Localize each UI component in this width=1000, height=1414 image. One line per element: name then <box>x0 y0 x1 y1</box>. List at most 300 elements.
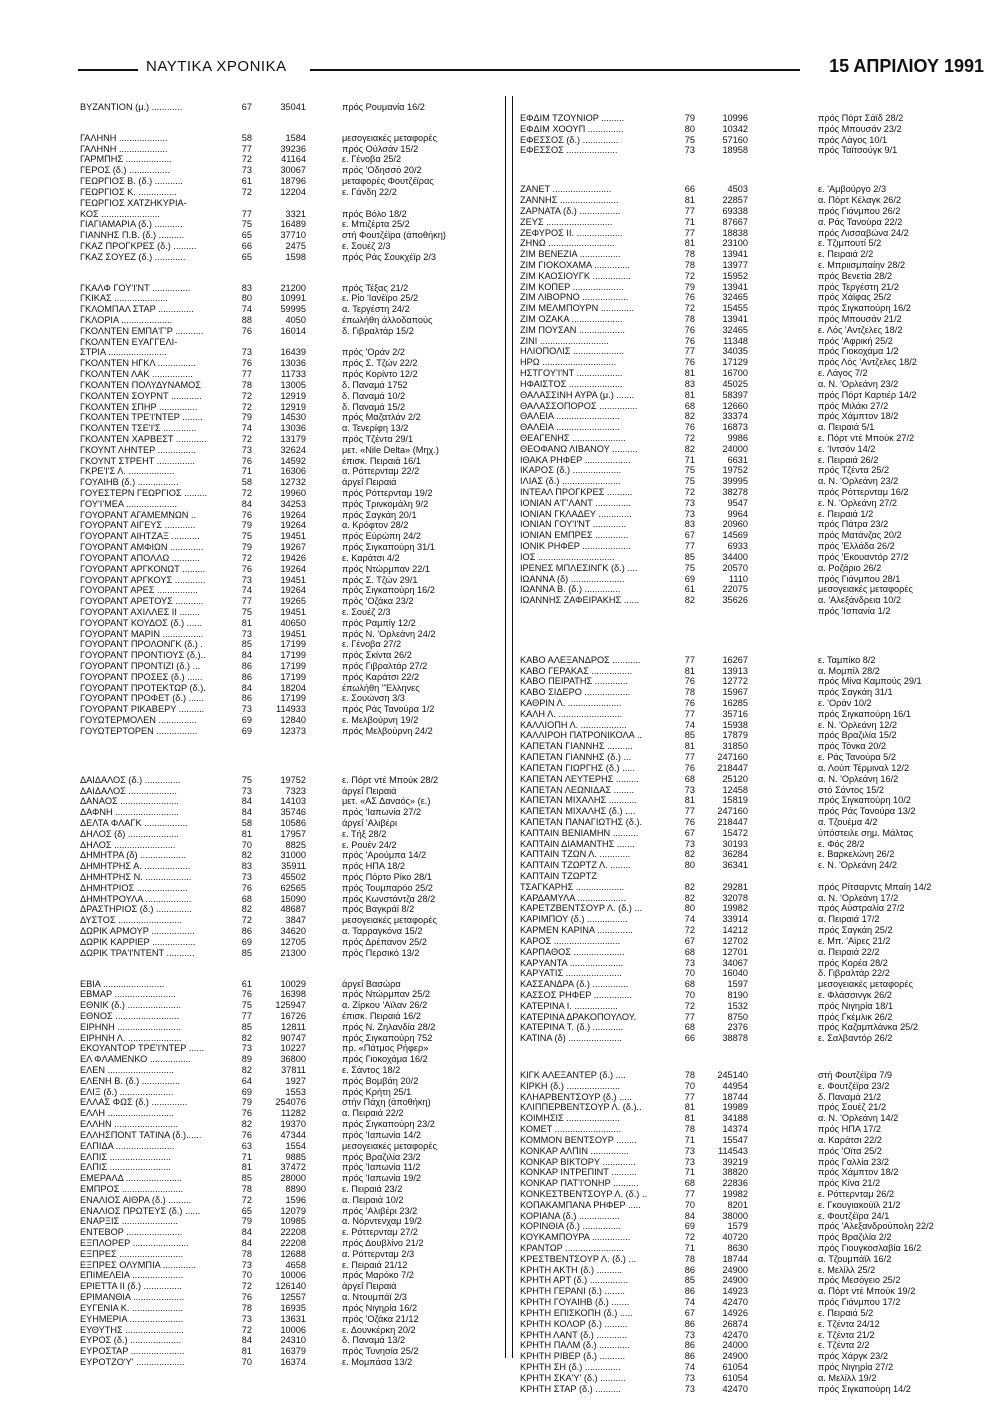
tonnage: 12373 <box>280 725 306 736</box>
ship-name: ΕΛΛΗ .......................... <box>80 1108 174 1119</box>
ship-name: ΚΡΗΤΗ ΚΟΛΟΡ (δ.) ......... <box>520 1318 628 1329</box>
voyage-status: ε. Πόρτ ντέ Μπούκ 27/2 <box>818 432 915 443</box>
ship-name: ΔΑΙΔΑΛΟΣ (δ.) .............. <box>80 774 181 785</box>
build-year: 78 <box>684 1124 695 1135</box>
ship-name: ΓΚΟΛΝΤΕΝ ΛΑΚ ................ <box>80 369 193 380</box>
build-year: 73 <box>241 704 252 715</box>
ship-row <box>520 465 990 476</box>
voyage-status: μεταφορές Φουτζέϊρας <box>342 176 434 187</box>
build-year: 72 <box>241 1281 252 1292</box>
ship-row <box>80 607 500 618</box>
tonnage: 35626 <box>722 595 748 606</box>
voyage-status: δ. Παναμά 15/2 <box>342 401 406 412</box>
ship-row <box>80 1043 500 1054</box>
voyage-status: πρός Λάγος 10/1 <box>818 134 888 145</box>
voyage-status: α. Ρόττερνταμ 22/2 <box>342 466 420 477</box>
voyage-status: ε. Πειραιά 23/2 <box>342 1183 403 1194</box>
tonnage: 31850 <box>722 741 748 752</box>
tonnage: 34253 <box>280 498 306 509</box>
ship-name: ΚΑΛΛΙΟΠΗ Λ. .................. <box>520 719 627 730</box>
ship-name: ΕΦΔΙΜ ΤΖΟΥΝΙΟΡ ......... <box>520 113 625 123</box>
ship-row <box>80 775 500 786</box>
ship-name: ΚΑΒΟ ΠΕΙΡΑΤΗΣ ............. <box>520 676 628 687</box>
registry-section <box>520 184 990 617</box>
ship-name: ΕΡΙΕΤΤΑ ΙΙ (δ.) ............... <box>80 1281 182 1292</box>
voyage-status: ε. Μελβούρνη 19/2 <box>342 715 419 726</box>
tonnage: 1596 <box>285 1194 306 1205</box>
build-year: 61 <box>241 176 252 187</box>
ship-row <box>520 676 990 687</box>
tonnage: 14569 <box>722 530 748 541</box>
ship-row <box>80 1054 500 1065</box>
ship-row <box>80 726 500 737</box>
ship-row <box>80 1325 500 1336</box>
ship-name: ΚΑΒΟ ΣΙΔΕΡΟ .................. <box>520 687 631 698</box>
ship-name: ΓΟΥΟΡΑΝΤ ΠΡΟΦΕΤ (δ.) ...... <box>80 693 204 704</box>
tonnage: 48687 <box>280 904 306 915</box>
ship-name: ΓΚΟΛΝΤΕΝ ΣΟΥΡΝΤ ............ <box>80 390 202 401</box>
tonnage: 12705 <box>280 936 306 947</box>
tonnage: 15938 <box>722 719 748 730</box>
ship-row <box>80 915 500 926</box>
voyage-status: πρός 'Ελλάδα 26/2 <box>818 541 895 552</box>
tonnage: 9547 <box>727 497 748 508</box>
ship-name: ΣΤΡΙΑ ....................... <box>80 347 167 358</box>
ship-row <box>520 1265 990 1276</box>
voyage-status: α. Μομπίλ 28/2 <box>818 665 880 676</box>
ship-row <box>520 785 990 796</box>
tonnage: 16439 <box>280 347 306 358</box>
ship-row <box>520 411 990 422</box>
tonnage: 36341 <box>722 860 748 871</box>
ship-name: ΚΙΓΚ ΑΛΕΞΑΝΤΕΡ (δ.) .... <box>520 1070 626 1080</box>
ship-name: ΚΟΥΚΑΜΠΟΥΡΑ ............... <box>520 1232 631 1243</box>
build-year: 75 <box>241 531 252 542</box>
tonnage: 17199 <box>280 639 306 650</box>
build-year: 73 <box>241 574 252 585</box>
voyage-status: ε. Δουνκέρκη 20/2 <box>342 1324 416 1335</box>
build-year: 78 <box>241 1183 252 1194</box>
ship-name: ΕΙΡΗΝΗ ......................... <box>80 1021 182 1032</box>
ship-row <box>520 828 990 839</box>
build-year: 82 <box>684 411 695 422</box>
voyage-status: πρός Τόνκα 20/2 <box>818 741 887 752</box>
build-year: 69 <box>241 936 252 947</box>
build-year: 76 <box>684 762 695 773</box>
ship-row <box>520 1102 990 1113</box>
build-year: 82 <box>241 1032 252 1043</box>
tonnage: 20570 <box>722 562 748 573</box>
ship-row <box>80 154 500 165</box>
build-year: 84 <box>241 1335 252 1346</box>
ship-name: ΘΑΛΕΙΑ ......................... <box>520 411 620 422</box>
ship-row <box>80 477 500 488</box>
ship-row <box>80 904 500 915</box>
build-year: 74 <box>241 304 252 315</box>
build-year: 70 <box>241 1356 252 1367</box>
ship-name: ΚΟΣ ....................... <box>80 208 160 219</box>
ship-name: ΚΑΠΕΤΑΝ ΓΙΑΝΝΗΣ .......... <box>520 741 633 752</box>
ship-name: ΖΙΜ ΓΙΟΚΟΧΑΜΑ .............. <box>520 259 630 270</box>
ship-name: ΓΕΩΡΓΙΟΣ Β. (δ.) ........... <box>80 176 183 187</box>
ship-name: ΚΑΣΣΟΣ ΡΗΦΕΡ ............... <box>520 989 633 1000</box>
voyage-status: πρός 'Οδησσό 20/2 <box>342 165 422 176</box>
ship-row <box>80 510 500 521</box>
voyage-status: ε. Σουέζ 2/3 <box>342 240 391 251</box>
ship-row <box>520 325 990 336</box>
ship-row <box>520 741 990 752</box>
build-year: 79 <box>241 520 252 531</box>
build-year: 76 <box>684 816 695 827</box>
tonnage: 3847 <box>285 915 306 926</box>
build-year: 85 <box>684 730 695 741</box>
ship-row <box>80 144 500 155</box>
build-year: 85 <box>684 1275 695 1286</box>
build-year: 75 <box>241 219 252 230</box>
tonnage: 38278 <box>722 487 748 497</box>
build-year: 74 <box>684 1297 695 1308</box>
tonnage: 38878 <box>722 1033 748 1044</box>
ship-row <box>80 102 500 113</box>
tonnage: 15819 <box>722 795 748 806</box>
build-year: 81 <box>241 828 252 839</box>
tonnage: 20960 <box>722 519 748 530</box>
ship-row <box>520 379 990 390</box>
ship-name: ΙΡΕΝΕΣ ΜΠΛΕΣΙΝΓΚ (δ.) .... <box>520 562 638 573</box>
tonnage: 19752 <box>722 465 748 476</box>
build-year: 69 <box>241 725 252 736</box>
build-year: 67 <box>241 102 252 112</box>
tonnage: 17199 <box>280 693 306 704</box>
voyage-status: μεσογειακές μεταφορές <box>818 584 913 595</box>
tonnage: 37811 <box>281 1065 306 1075</box>
ship-row <box>80 818 500 829</box>
ship-row <box>80 1184 500 1195</box>
ship-row <box>520 455 990 466</box>
voyage-status: α. Πειραιά 10/2 <box>342 1194 404 1205</box>
voyage-status: πρός ΗΠΑ 18/2 <box>342 861 405 872</box>
voyage-status: πρός 'Ιαπωνία 27/2 <box>342 807 422 818</box>
tonnage: 10985 <box>280 1216 306 1227</box>
tonnage: 38820 <box>722 1167 748 1178</box>
voyage-status: πρός Τεργέστη 21/2 <box>818 281 899 292</box>
tonnage: 1553 <box>285 1086 306 1097</box>
voyage-status: α. Τζουμπάϊλ 16/2 <box>818 1253 892 1264</box>
ship-row <box>80 948 500 959</box>
tonnage: 12557 <box>280 1292 306 1303</box>
voyage-status: α. Ταρραγκόνα 15/2 <box>342 926 423 937</box>
voyage-status: α. Ν. 'Ορλεάνη 17/2 <box>818 892 899 903</box>
ship-name: ΖΙΜ ΒΕΝΕΖΙΑ ................ <box>520 249 621 260</box>
ship-row <box>80 1119 500 1130</box>
build-year: 79 <box>241 542 252 553</box>
ship-row <box>520 260 990 271</box>
voyage-status: πρός Μελβούρνη 24/2 <box>342 725 433 736</box>
ship-row <box>520 509 990 520</box>
ship-name: ΚΑΡΠΑΘΟΣ .................... <box>520 946 625 957</box>
build-year: 72 <box>684 270 695 281</box>
voyage-status: ε. Ρόττερνταμ 27/2 <box>342 1227 419 1238</box>
voyage-status: πρός Σιγκαπούρη 10/2 <box>818 795 911 806</box>
ship-name: ΓΚΙΚΑΣ ..................... <box>80 293 168 304</box>
build-year: 76 <box>241 325 252 336</box>
ship-row <box>80 693 500 704</box>
ship-name: ΓΟΥΟΡΑΝΤ ΠΡΟΣΕΣ (δ.) ...... <box>80 671 203 682</box>
ship-name: ΕΚΟΥΑΝΤΟΡ ΤΡΕ'Ι'ΝΤΕΡ ...... <box>80 1043 205 1054</box>
build-year: 69 <box>241 1086 252 1097</box>
ship-name: ΕΠΙΜΕΛΕΙΑ .................... <box>80 1270 184 1281</box>
ship-row <box>80 840 500 851</box>
build-year: 72 <box>684 432 695 443</box>
ship-name: ΔΗΜΗΤΡΗΣ Α. .................. <box>80 861 191 872</box>
ship-name: ΓΟΥΑΙΗΒ (δ.) ................ <box>80 477 179 488</box>
tonnage: 16700 <box>722 368 748 379</box>
tonnage: 8890 <box>285 1183 306 1194</box>
ship-row <box>80 358 500 369</box>
build-year: 68 <box>684 1178 695 1189</box>
voyage-status: πρός Γιβραλτάρ 27/2 <box>342 661 428 671</box>
voyage-status: δ. Παναμά 21/2 <box>818 1091 882 1102</box>
voyage-status: δ. Παναμά 10/2 <box>342 390 406 401</box>
tonnage: 19982 <box>722 1188 748 1199</box>
ship-row <box>520 1373 990 1384</box>
ship-row <box>520 1254 990 1265</box>
ship-name: ΓΚΟΛΝΤΕΝ ΤΣΕ'Ι'Σ ............. <box>80 423 197 434</box>
voyage-status: α. Λούπ Τέρμιναλ 12/2 <box>818 762 910 773</box>
build-year: 78 <box>241 1302 252 1313</box>
tonnage: 34400 <box>722 551 748 562</box>
build-year: 74 <box>684 719 695 730</box>
ship-row <box>520 606 990 617</box>
ship-name: ΓΚΡΕ'Ι'Σ Λ. .................. <box>80 466 175 477</box>
ship-name: ΔΑΙΔΑΛΟΣ ................... <box>80 785 177 796</box>
voyage-status: ε. Μπριισμπαίην 28/2 <box>818 259 906 270</box>
voyage-status: πρός Κορέα 28/2 <box>818 957 888 968</box>
build-year: 66 <box>684 1033 695 1044</box>
build-year: 84 <box>241 650 252 661</box>
tonnage: 61054 <box>722 1361 748 1372</box>
ship-row <box>520 584 990 595</box>
tonnage: 61054 <box>722 1372 748 1383</box>
build-year: 73 <box>684 784 695 795</box>
ship-row <box>80 499 500 510</box>
ship-name: ΓΑΛΗΝΗ ................... <box>80 132 168 143</box>
voyage-status: έπωλήθη άλλοδαπούς <box>342 315 433 325</box>
registry-section <box>520 113 990 156</box>
build-year: 77 <box>684 806 695 817</box>
ship-name: ΚΡΗΤΗ ΛΑΝΤ (δ.) ............ <box>520 1329 628 1340</box>
voyage-status: πρός Ντώρμπαν 22/1 <box>342 563 431 574</box>
build-year: 82 <box>684 849 695 860</box>
voyage-status: πρός Δρέπανον 25/2 <box>342 936 427 947</box>
voyage-status: μετ. «ΑΣ Δαναός» (ε.) <box>342 796 431 807</box>
voyage-status: ε. Τήξ 28/2 <box>342 828 387 839</box>
build-year: 86 <box>684 1286 695 1297</box>
ship-name: ΚΑΠΤΑΙΝ ΒΕΝΙΑΜΗΝ .......... <box>520 827 639 838</box>
ship-row <box>520 1286 990 1297</box>
voyage-status: πρός Τυνησία 25/2 <box>342 1346 419 1357</box>
tonnage: 35716 <box>722 708 748 719</box>
tonnage: 3321 <box>285 208 306 219</box>
voyage-status: πρός 'Ιαπωνία 19/2 <box>342 1173 422 1184</box>
ship-name: ΓΟΥΟΡΑΝΤ ΑΙΓΕΥΣ ............ <box>80 520 196 531</box>
tonnage: 17129 <box>722 357 748 368</box>
ship-row <box>520 882 990 893</box>
ship-row <box>520 817 990 828</box>
ship-row <box>520 1340 990 1351</box>
build-year: 76 <box>241 509 252 520</box>
build-year: 72 <box>241 390 252 401</box>
build-year: 70 <box>684 1199 695 1210</box>
voyage-status: δ. Παναμά 13/2 <box>342 1335 406 1346</box>
build-year: 75 <box>684 476 695 487</box>
ship-name: ΕΥΘΥΤΗΣ ....................... <box>80 1324 184 1335</box>
ship-name: ΓΟΥΟΡΑΝΤ ΠΡΟΝΤΙΟΥΣ (δ.).. <box>80 650 206 661</box>
ship-name: ΓΚΟΥΝΤ ΣΤΡΕΗΤ ............... <box>80 455 195 466</box>
ship-row <box>520 979 990 990</box>
tonnage: 1584 <box>285 132 306 143</box>
ship-row <box>520 990 990 1001</box>
tonnage: 30193 <box>722 838 748 849</box>
ship-row <box>520 849 990 860</box>
build-year: 84 <box>241 796 252 807</box>
voyage-status: ε. Ν. 'Ορλεάνη 27/2 <box>818 497 898 508</box>
build-year: 78 <box>684 249 695 260</box>
tonnage: 218447 <box>717 816 748 827</box>
voyage-status: πρός Τουμπαρόο 25/2 <box>342 882 433 893</box>
voyage-status: ε. Λάγος 7/2 <box>818 368 868 379</box>
ship-row <box>520 292 990 303</box>
ship-name: ΚΙΡΚΗ (δ.) ..................... <box>520 1080 621 1091</box>
build-year: 84 <box>241 807 252 818</box>
build-year: 86 <box>684 1340 695 1351</box>
voyage-status: ε. 'Ιντσόν 14/2 <box>818 443 876 454</box>
build-year: 73 <box>684 145 695 156</box>
tonnage: 24000 <box>722 443 748 454</box>
issue-date: 15 ΑΠΡΙΛΙΟΥ 1991 <box>829 56 984 76</box>
tonnage: 247160 <box>717 752 748 763</box>
voyage-status: πρός Ράς Σουκχέϊρ 2/3 <box>342 251 436 262</box>
ship-row <box>80 1065 500 1076</box>
voyage-status: ε. Τζέντα 24/12 <box>818 1318 880 1329</box>
build-year: 71 <box>684 216 695 227</box>
ship-row <box>80 1076 500 1087</box>
ship-row <box>80 1260 500 1271</box>
ship-row <box>520 666 990 677</box>
ship-row <box>80 434 500 445</box>
ship-row <box>520 487 990 498</box>
voyage-status: πρός 'Αρούμπα 14/2 <box>342 850 427 861</box>
voyage-status: α. 'Αλεξάνδρεια 10/2 <box>818 595 901 606</box>
build-year: 67 <box>684 1307 695 1318</box>
tonnage: 19426 <box>280 552 306 563</box>
ship-row <box>80 488 500 499</box>
ship-row <box>520 936 990 947</box>
build-year: 71 <box>684 1134 695 1145</box>
ship-row <box>80 672 500 683</box>
ship-row <box>520 368 990 379</box>
ship-name: ΚΡΗΤΗ ΓΟΥΑΙΗΒ (δ.) ....... <box>520 1297 630 1308</box>
voyage-status: α. Πειραιά 5/1 <box>818 422 875 433</box>
ship-row <box>80 704 500 715</box>
voyage-status: α. Ζίρκου 'Αϊλαν 26/2 <box>342 1000 428 1011</box>
ship-row <box>80 786 500 797</box>
ship-name: ΚΟΜΜΟΝ ΒΕΝΤΣΟΥΡ ........ <box>520 1134 637 1145</box>
ship-row <box>520 1124 990 1135</box>
build-year: 58 <box>241 477 252 488</box>
ship-name: ΚΑΠΕΤΑΝ ΓΙΩΡΓΗΣ (δ.) ..... <box>520 762 635 773</box>
ship-row <box>80 1162 500 1173</box>
ship-name: ΘΕΟΦΑΝΩ ΛΙΒΑΝΟΥ .......... <box>520 443 638 454</box>
publication-title: ΝΑΥΤΙΚΑ ΧΡΟΝΙΚΑ <box>146 58 287 75</box>
voyage-status: ε. Γένοβα 27/2 <box>342 639 402 650</box>
build-year: 77 <box>241 369 252 380</box>
build-year: 67 <box>684 530 695 541</box>
voyage-status: ύπόστειλε σημ. Μάλτας <box>818 827 914 838</box>
ship-name: ΚΑΡΕΤΖΒΕΝΤΣΟΥΡ Λ. (δ.) ... <box>520 903 643 914</box>
build-year: 81 <box>684 389 695 400</box>
ship-row <box>80 1087 500 1098</box>
build-year: 86 <box>684 1318 695 1329</box>
tonnage: 33914 <box>722 914 748 925</box>
tonnage: 114933 <box>276 704 306 715</box>
registry-section <box>520 655 990 1044</box>
tonnage: 15472 <box>722 827 748 838</box>
tonnage: 9986 <box>727 432 748 443</box>
ship-row <box>80 198 500 209</box>
ship-row <box>520 206 990 217</box>
build-year: 86 <box>241 693 252 704</box>
tonnage: 15952 <box>722 270 748 281</box>
ship-row <box>80 1206 500 1217</box>
build-year: 64 <box>241 1075 252 1086</box>
voyage-status: ε. Φουτζέϊρα 24/1 <box>818 1210 890 1221</box>
tonnage: 12919 <box>280 401 306 412</box>
voyage-status: ε. Βαρκελώνη 26/2 <box>818 849 895 860</box>
voyage-status: α. Πόρτ ντέ Μπούκ 19/2 <box>818 1286 916 1297</box>
ship-row <box>80 466 500 477</box>
build-year: 79 <box>684 281 695 292</box>
ship-row <box>80 531 500 542</box>
ship-row <box>80 1000 500 1011</box>
build-year: 71 <box>241 1151 252 1162</box>
ship-row <box>520 563 990 574</box>
voyage-status: πρός 'Αλιβέρι 23/2 <box>342 1205 418 1216</box>
build-year: 85 <box>241 639 252 650</box>
build-year: 76 <box>241 358 252 369</box>
voyage-status: δ. Γιβραλτάρ 22/2 <box>818 968 890 979</box>
tonnage: 19370 <box>280 1119 306 1130</box>
ship-name: ΚΑΠΕΤΑΝ ΛΕΩΝΙΔΑΣ ........ <box>520 784 634 795</box>
build-year: 84 <box>241 682 252 693</box>
registry-section <box>80 979 500 1368</box>
ship-name: ΓΕΩΡΓΙΟΣ Κ. ............... <box>80 186 177 197</box>
tonnage: 10991 <box>280 293 306 304</box>
tonnage: 218447 <box>717 762 748 773</box>
tonnage: 57160 <box>722 134 748 145</box>
ship-name: ΚΡΗΤΗ ΡΙΒΕΡ (δ.) .......... <box>520 1351 626 1362</box>
tonnage: 19752 <box>280 774 306 785</box>
build-year: 76 <box>684 292 695 303</box>
voyage-status: πρός ΗΠΑ 17/2 <box>818 1124 881 1135</box>
ship-row <box>520 698 990 709</box>
build-year: 70 <box>241 839 252 850</box>
build-year: 77 <box>684 1091 695 1102</box>
ship-row <box>80 165 500 176</box>
ship-row <box>520 1146 990 1157</box>
ship-name: ΖΙΝΙ ........................... <box>520 335 609 346</box>
voyage-status: ε. Γένοβα 25/2 <box>342 154 402 165</box>
